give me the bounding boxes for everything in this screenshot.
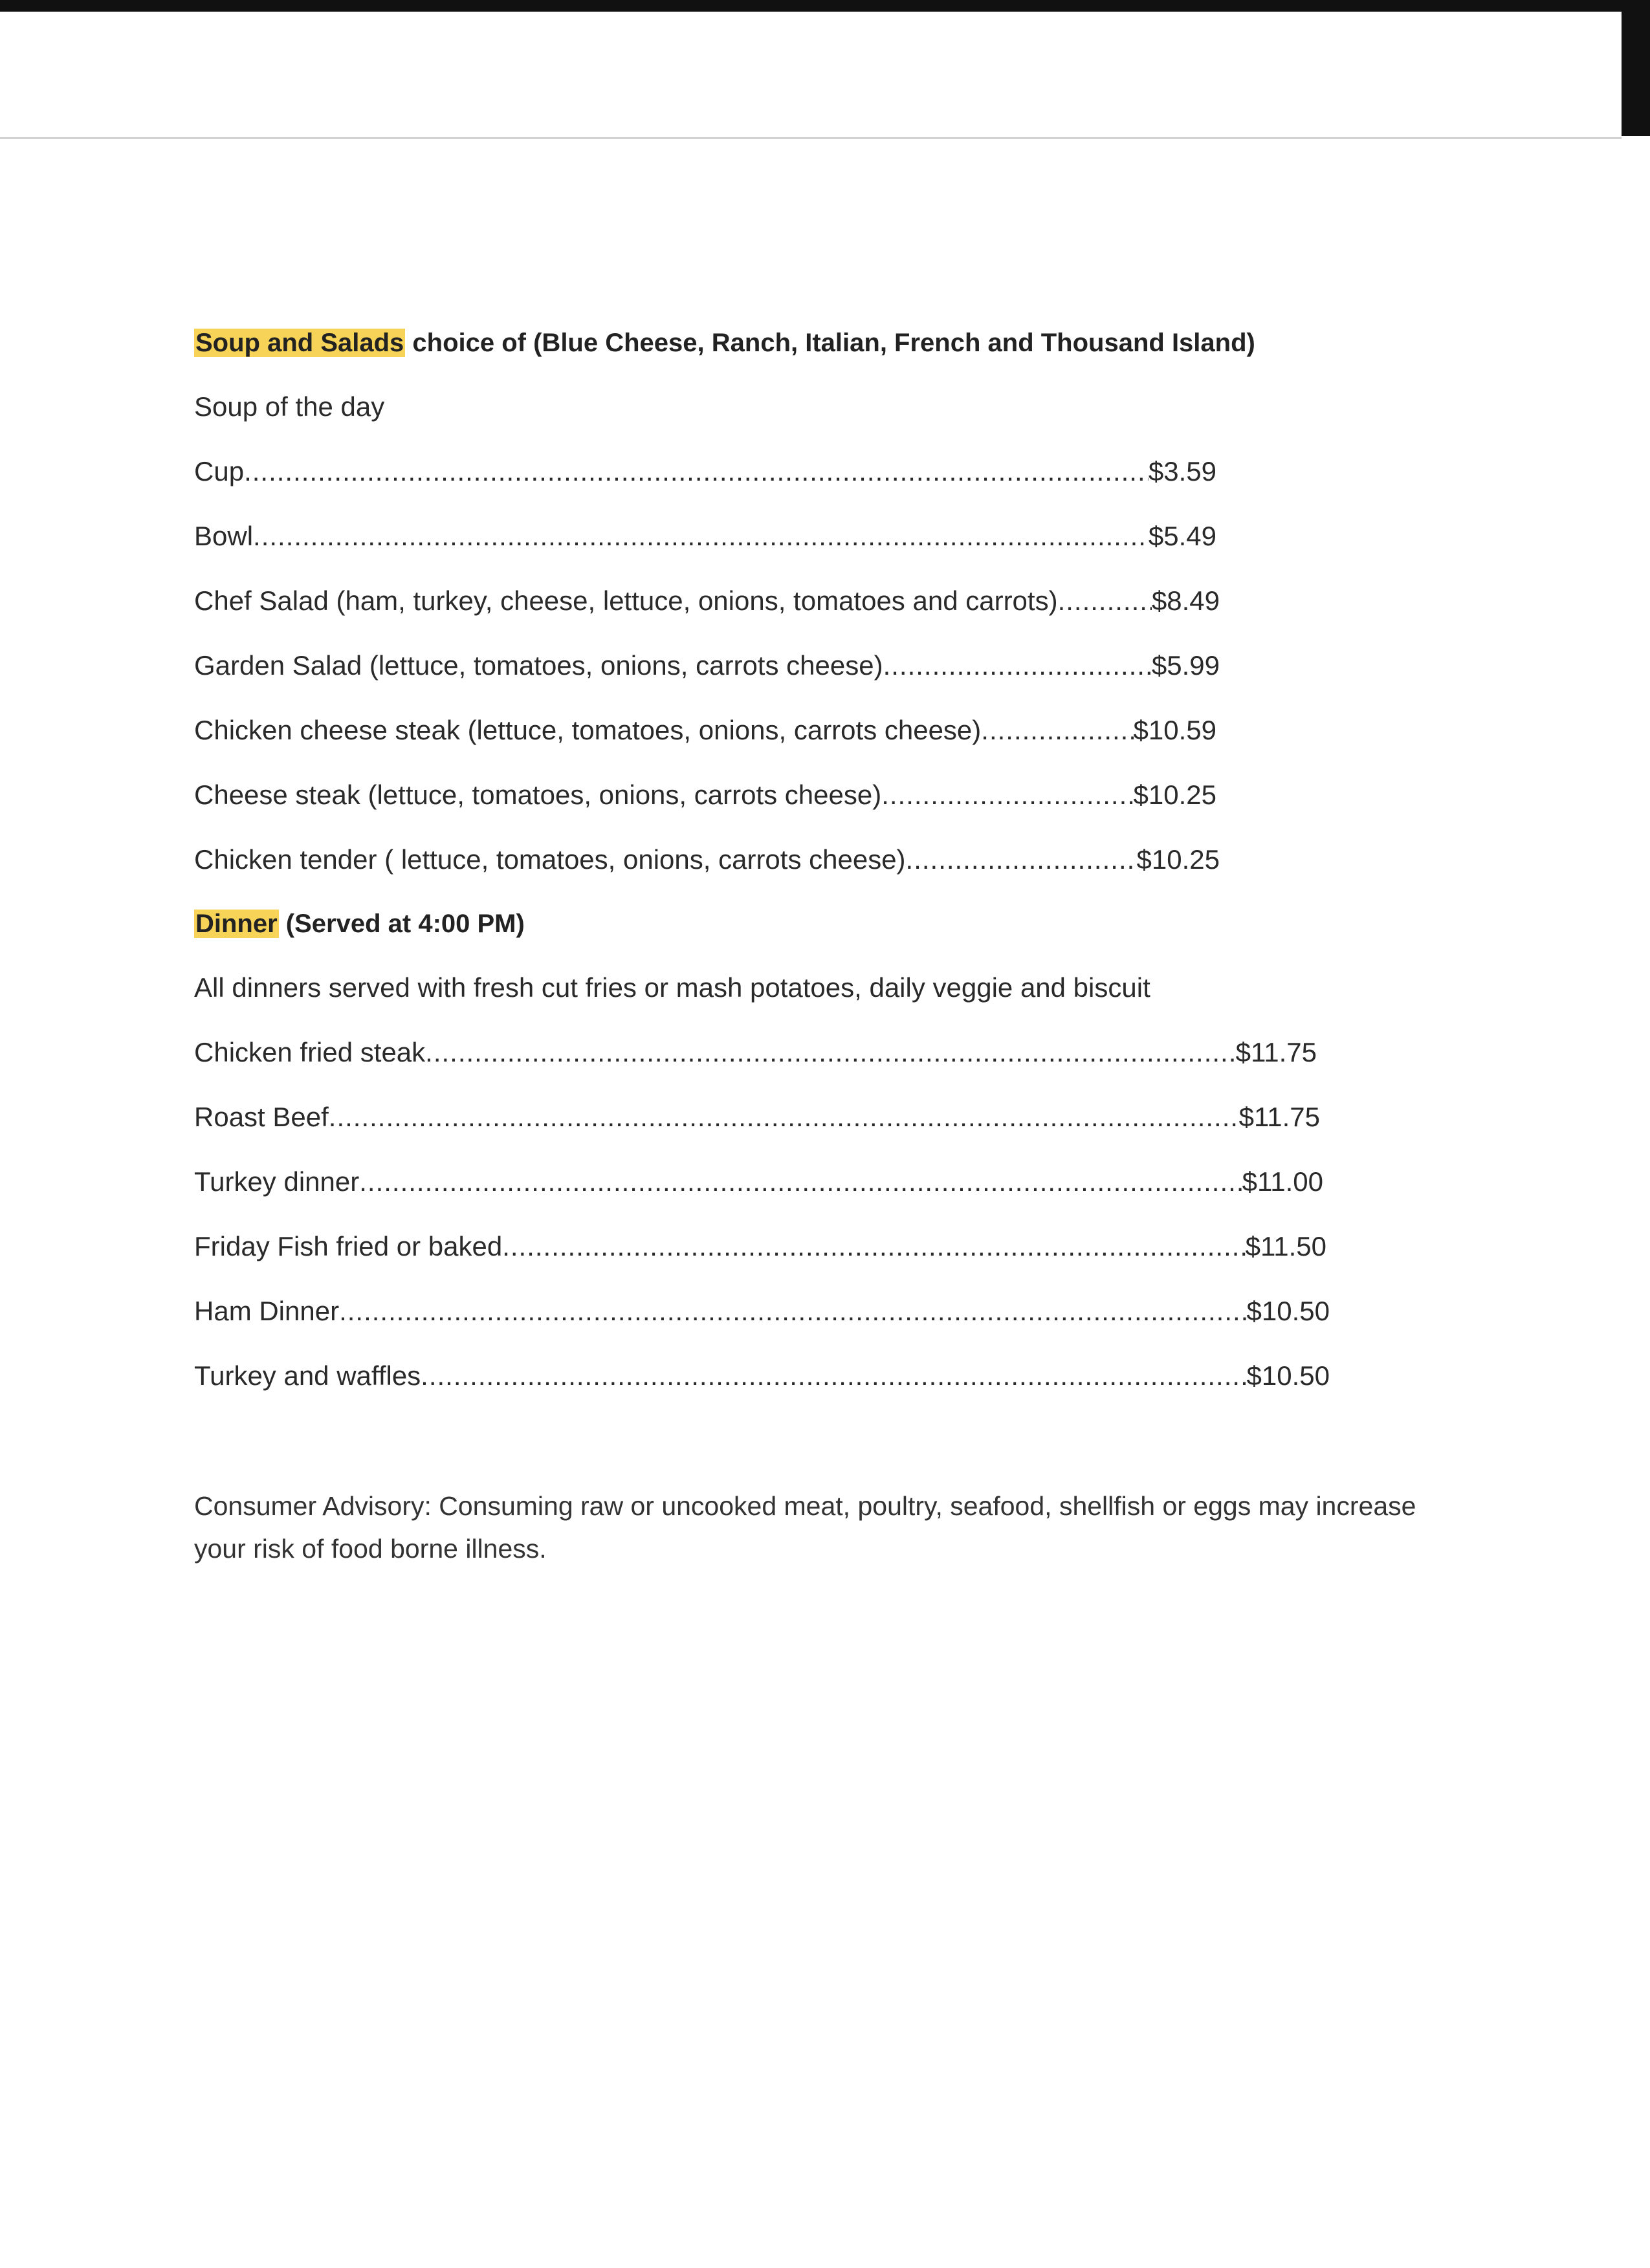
menu-item <box>194 843 1220 877</box>
dinner-note: All dinners served with fresh cut fries or mash potatoes, daily veggie and biscuit <box>194 972 1150 1003</box>
menu-item-price: $11.75 <box>1238 1102 1320 1132</box>
menu-item-name: Chicken fried steak <box>194 1037 426 1067</box>
menu-item-name: Roast Beef <box>194 1102 329 1132</box>
dot-leader <box>253 519 1149 553</box>
menu-item-name: Chicken cheese steak (lettuce, tomatoes, onions, carrots cheese) <box>194 715 982 745</box>
menu-item-name: Turkey and waffles <box>194 1360 421 1391</box>
dot-leader <box>502 1230 1245 1263</box>
soup-salads-dressing-choices: choice of (Blue Cheese, Ranch, Italian, French and Thousand Island) <box>405 329 1255 357</box>
scan-border-right <box>1622 0 1650 136</box>
dot-leader <box>329 1100 1239 1134</box>
menu-item-name: Garden Salad (lettuce, tomatoes, onions, carrots cheese) <box>194 650 883 681</box>
menu-item-price: $10.50 <box>1246 1360 1330 1391</box>
menu-item <box>194 778 1216 812</box>
menu-item-price: $11.50 <box>1245 1231 1326 1261</box>
dot-leader <box>881 778 1133 812</box>
soup-salads-heading <box>194 327 1365 359</box>
menu-item-price: $8.49 <box>1151 585 1220 616</box>
menu-item <box>194 714 1216 747</box>
soup-salads-title: Soup and Salads <box>195 329 404 357</box>
menu-item-name: Chef Salad (ham, turkey, cheese, lettuce, onions, tomatoes and carrots) <box>194 585 1058 616</box>
menu-item-price: $10.59 <box>1133 715 1216 745</box>
menu-item-name: Ham Dinner <box>194 1296 340 1326</box>
menu-item-price: $11.75 <box>1235 1037 1317 1067</box>
menu-item-price: $10.50 <box>1246 1296 1330 1326</box>
menu-item <box>194 519 1216 553</box>
menu-content <box>194 327 1365 1393</box>
dot-leader <box>883 649 1152 682</box>
menu-item-name: Friday Fish fried or baked <box>194 1231 503 1261</box>
dinner-list <box>194 1036 1365 1393</box>
page-edge-line <box>0 137 1622 139</box>
dot-leader <box>906 843 1137 877</box>
menu-item-name: Chicken tender ( lettuce, tomatoes, onions, carrots cheese) <box>194 844 906 875</box>
menu-item-name: Cup <box>194 456 245 486</box>
dot-leader <box>425 1036 1235 1069</box>
menu-item-name: Cheese steak (lettuce, tomatoes, onions, carrots cheese) <box>194 780 882 810</box>
menu-item <box>194 584 1220 618</box>
menu-item-price: $10.25 <box>1136 844 1220 875</box>
menu-item <box>194 1036 1317 1069</box>
menu-item <box>194 1230 1326 1263</box>
menu-item <box>194 1359 1330 1393</box>
soup-of-the-day-label: Soup of the day <box>194 391 385 422</box>
menu-item <box>194 455 1216 488</box>
menu-item-name: Bowl <box>194 521 254 551</box>
menu-item-name: Turkey dinner <box>194 1166 360 1197</box>
menu-item-price: $3.59 <box>1148 456 1216 486</box>
consumer-advisory: Consumer Advisory: Consuming raw or uncooked meat, poultry, seafood, shellfish or eggs may increase your risk of food borne illness. <box>194 1491 1416 1564</box>
dinner-heading <box>194 908 1365 940</box>
dot-leader <box>421 1359 1246 1393</box>
dot-leader <box>1058 584 1152 618</box>
menu-item <box>194 1294 1330 1328</box>
menu-item <box>194 1100 1320 1134</box>
dinner-title: Dinner <box>195 910 278 938</box>
menu-item-price: $11.00 <box>1242 1166 1323 1197</box>
menu-item <box>194 649 1220 682</box>
menu-item <box>194 1165 1323 1199</box>
dot-leader <box>981 714 1133 747</box>
menu-item-price: $10.25 <box>1133 780 1216 810</box>
soup-salads-list <box>194 455 1365 877</box>
scan-border-top <box>0 0 1650 12</box>
dinner-serving-time: (Served at 4:00 PM) <box>278 910 525 938</box>
menu-item-price: $5.49 <box>1148 521 1216 551</box>
dot-leader <box>339 1294 1246 1328</box>
dot-leader <box>359 1165 1242 1199</box>
dot-leader <box>244 455 1149 488</box>
menu-item-price: $5.99 <box>1151 650 1220 681</box>
